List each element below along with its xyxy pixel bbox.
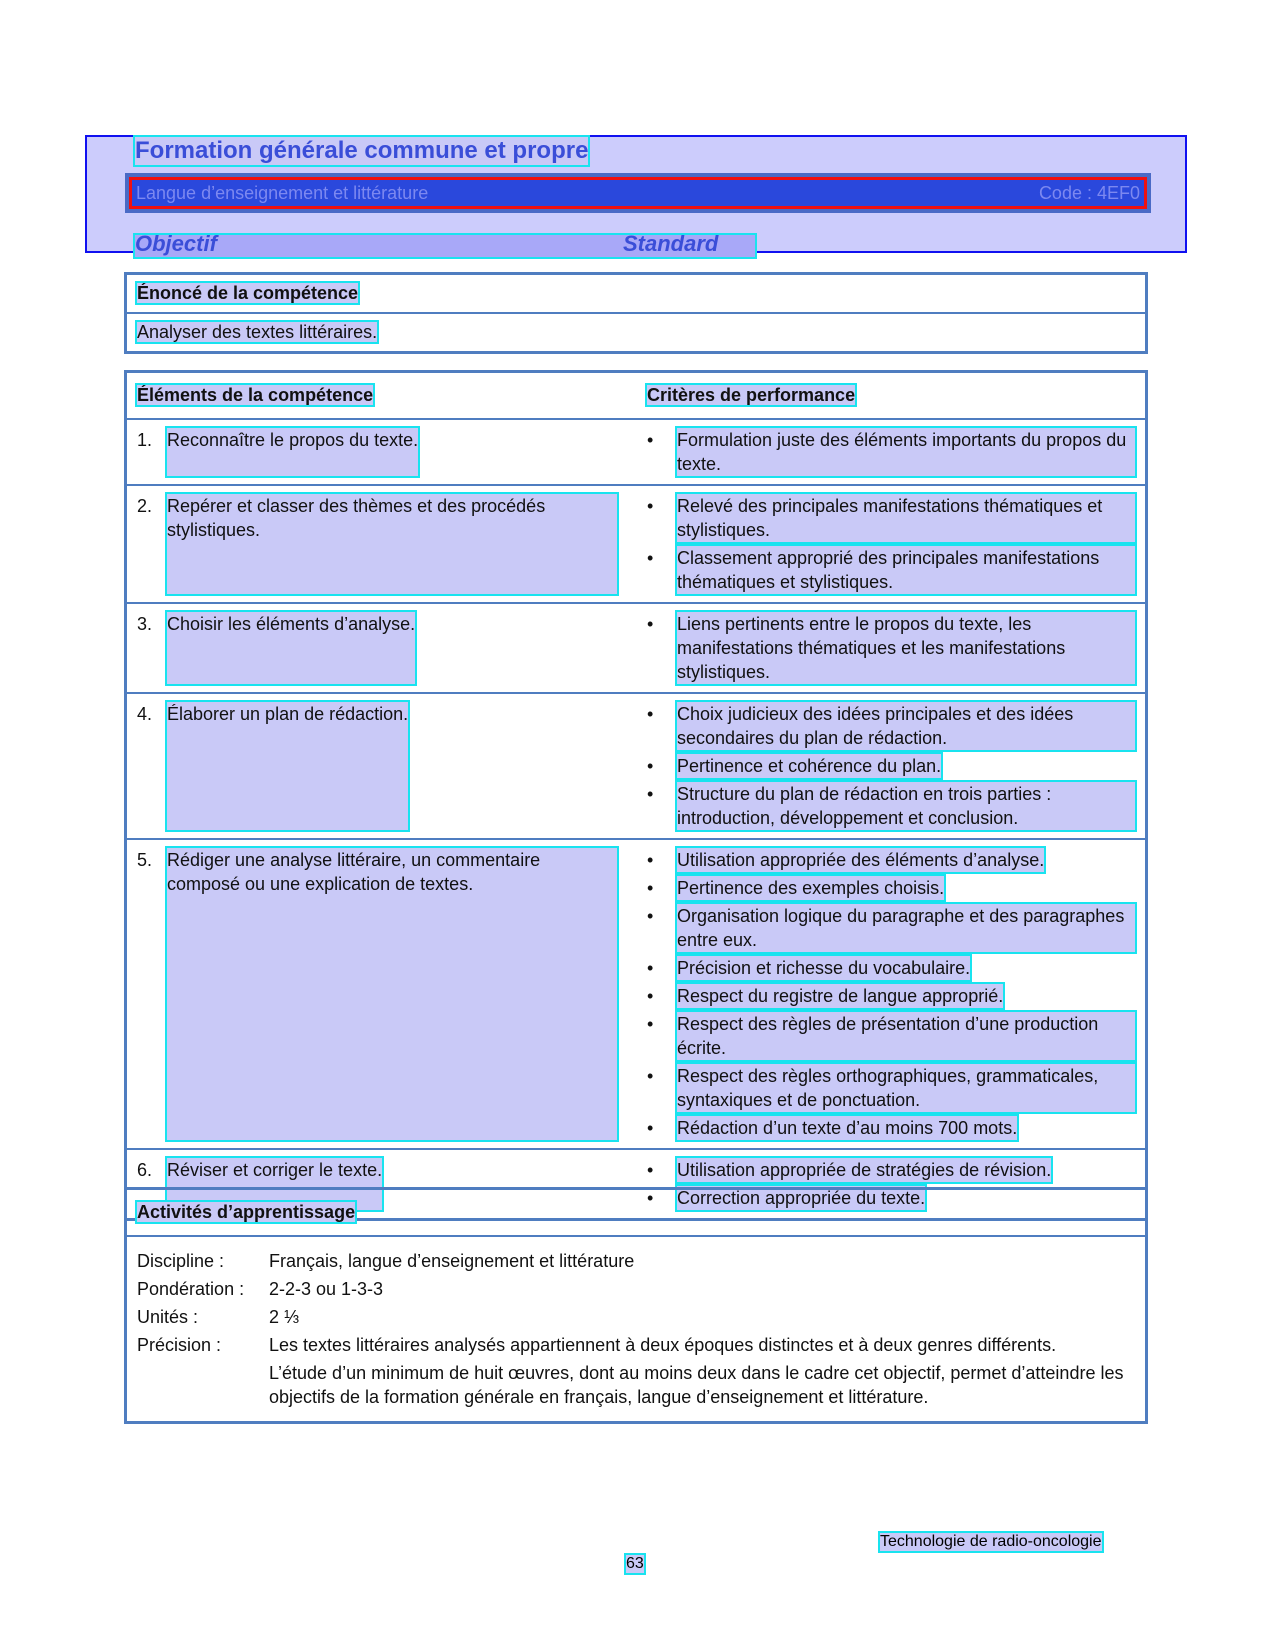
table-row xyxy=(127,692,1145,838)
criterion-item xyxy=(647,876,1135,900)
criterion-text-wrap xyxy=(677,1116,1017,1140)
element-number: 4. xyxy=(137,704,153,724)
criterion-text: Utilisation appropriée de stratégies de révision. xyxy=(677,1160,1052,1180)
discipline-name: Langue d’enseignement et littérature xyxy=(136,182,429,203)
program-name: Technologie de radio-oncologie xyxy=(880,1533,1102,1550)
activity-item xyxy=(137,1333,1135,1357)
bullet-icon: • xyxy=(647,1188,654,1208)
bullet-icon: • xyxy=(647,704,654,724)
criteria-cell xyxy=(647,702,1135,830)
enonce-heading: Énoncé de la compétence xyxy=(137,283,359,303)
criterion-text: Choix judicieux des idées principales et des idées secondaires du plan de rédaction. xyxy=(677,704,1074,748)
activity-value: L’étude d’un minimum de huit œuvres, dont au moins deux dans le cadre cet objectif, permet d’atteindre les objectifs de la formation générale en français, langue d’enseignement et littérature. xyxy=(269,1363,1124,1407)
criterion-text-wrap xyxy=(677,782,1135,830)
activity-value: Français, langue d’enseignement et littérature xyxy=(269,1251,635,1271)
element-number: 1. xyxy=(137,430,153,450)
element-number: 3. xyxy=(137,614,153,634)
course-code: Code : 4EF0 xyxy=(1038,182,1140,203)
bullet-icon: • xyxy=(647,850,654,870)
bullet-icon: • xyxy=(647,906,654,926)
criteria-heading: Critères de performance xyxy=(647,385,856,405)
criterion-text: Pertinence et cohérence du plan. xyxy=(677,756,942,776)
bullet-icon: • xyxy=(647,756,654,776)
bullet-icon: • xyxy=(647,1160,654,1180)
activity-item xyxy=(137,1361,1135,1409)
course-header xyxy=(85,135,1187,256)
criterion-item xyxy=(647,612,1135,684)
enonce-text: Analyser des textes littéraires. xyxy=(137,322,378,342)
activity-label: Discipline : xyxy=(137,1251,225,1271)
criterion-text: Respect du registre de langue approprié. xyxy=(677,986,1004,1006)
table-row xyxy=(127,838,1145,1148)
criterion-item xyxy=(647,904,1135,952)
element-number: 2. xyxy=(137,496,153,516)
criteria-cell xyxy=(647,428,1135,476)
criterion-text-wrap xyxy=(677,904,1135,952)
discipline-bar xyxy=(125,173,1151,213)
criterion-text: Classement approprié des principales manifestations thématiques et stylistiques. xyxy=(677,548,1100,592)
element-text: Repérer et classer des thèmes et des procédés stylistiques. xyxy=(167,494,617,594)
element-text: Choisir les éléments d’analyse. xyxy=(167,612,415,684)
element-cell xyxy=(137,494,647,594)
criterion-text-wrap xyxy=(677,494,1135,542)
criteria-cell xyxy=(647,848,1135,1140)
criterion-item xyxy=(647,1012,1135,1060)
activity-value: Les textes littéraires analysés appartiennent à deux époques distinctes et à deux genres différents. xyxy=(269,1335,1057,1355)
criterion-item xyxy=(647,1116,1135,1140)
criterion-text: Formulation juste des éléments importants du propos du texte. xyxy=(677,430,1127,474)
criterion-item xyxy=(647,984,1135,1008)
criterion-item xyxy=(647,702,1135,750)
enonce-box xyxy=(124,272,1148,354)
activity-item xyxy=(137,1305,1135,1329)
table-row xyxy=(127,602,1145,692)
criterion-item xyxy=(647,494,1135,542)
criterion-text-wrap xyxy=(677,876,944,900)
activity-label: Pondération : xyxy=(137,1279,245,1299)
criterion-item xyxy=(647,754,1135,778)
activity-item xyxy=(137,1277,1135,1301)
element-text: Reconnaître le propos du texte. xyxy=(167,428,418,476)
criterion-text-wrap xyxy=(677,956,970,980)
element-cell xyxy=(137,848,647,1140)
activity-item xyxy=(137,1249,1135,1273)
elements-table xyxy=(124,370,1148,1221)
element-cell xyxy=(137,428,647,476)
page-number: 63 xyxy=(626,1555,644,1572)
criterion-text-wrap xyxy=(677,1158,1051,1182)
activity-label: Unités : xyxy=(137,1307,199,1327)
criterion-text: Pertinence des exemples choisis. xyxy=(677,878,945,898)
criterion-text-wrap xyxy=(677,546,1135,594)
activity-label xyxy=(137,1361,269,1409)
bullet-icon: • xyxy=(647,1118,654,1138)
criterion-text: Liens pertinents entre le propos du texte, les manifestations thématiques et les manifestations stylistiques. xyxy=(677,614,1066,682)
element-text: Élaborer un plan de rédaction. xyxy=(167,702,408,830)
element-cell xyxy=(137,702,647,830)
bullet-icon: • xyxy=(647,614,654,634)
bullet-icon: • xyxy=(647,548,654,568)
criterion-item xyxy=(647,546,1135,594)
criterion-text: Relevé des principales manifestations thématiques et stylistiques. xyxy=(677,496,1103,540)
criteria-cell xyxy=(647,612,1135,684)
table-row xyxy=(127,484,1145,602)
bullet-icon: • xyxy=(647,986,654,1006)
criterion-text-wrap xyxy=(677,984,1003,1008)
element-number: 5. xyxy=(137,850,153,870)
criterion-text: Organisation logique du paragraphe et des paragraphes entre eux. xyxy=(677,906,1125,950)
element-text: Réviser et corriger le texte. xyxy=(167,1158,382,1210)
criterion-item xyxy=(647,956,1135,980)
activity-value: 2 ⅓ xyxy=(269,1307,300,1327)
bullet-icon: • xyxy=(647,1014,654,1034)
element-cell xyxy=(137,612,647,684)
bullet-icon: • xyxy=(647,784,654,804)
criterion-text-wrap xyxy=(677,1012,1135,1060)
criterion-item xyxy=(647,1158,1135,1182)
bullet-icon: • xyxy=(647,496,654,516)
criterion-text: Rédaction d’un texte d’au moins 700 mots. xyxy=(677,1118,1018,1138)
criterion-text: Correction appropriée du texte. xyxy=(677,1188,926,1208)
bullet-icon: • xyxy=(647,878,654,898)
table-row xyxy=(127,418,1145,484)
activity-label: Précision : xyxy=(137,1335,222,1355)
criterion-text: Précision et richesse du vocabulaire. xyxy=(677,958,971,978)
criterion-text-wrap xyxy=(677,702,1135,750)
objectif-label: Objectif xyxy=(135,231,217,256)
element-number: 6. xyxy=(137,1160,153,1180)
activites-body xyxy=(127,1235,1145,1421)
criterion-text: Utilisation appropriée des éléments d’analyse. xyxy=(677,850,1045,870)
criterion-text-wrap xyxy=(677,1064,1135,1112)
criterion-text-wrap xyxy=(677,428,1135,476)
element-text: Rédiger une analyse littéraire, un commentaire composé ou une explication de textes. xyxy=(167,848,617,1140)
bullet-icon: • xyxy=(647,958,654,978)
activites-box xyxy=(124,1187,1148,1424)
bullet-icon: • xyxy=(647,1066,654,1086)
objectif-standard-row xyxy=(135,231,755,257)
activity-value: 2-2-3 ou 1-3-3 xyxy=(269,1279,384,1299)
criterion-text-wrap xyxy=(677,754,941,778)
criterion-item xyxy=(647,428,1135,476)
elements-heading: Éléments de la compétence xyxy=(137,385,374,405)
course-title: Formation générale commune et propre xyxy=(135,137,589,164)
criterion-item xyxy=(647,782,1135,830)
standard-label: Standard xyxy=(623,231,719,256)
criteria-cell xyxy=(647,494,1135,594)
activites-heading: Activités d’apprentissage xyxy=(137,1202,356,1222)
criterion-text: Respect des règles orthographiques, grammaticales, syntaxiques et de ponctuation. xyxy=(677,1066,1099,1110)
criterion-text: Structure du plan de rédaction en trois parties : introduction, développement et conclusion. xyxy=(677,784,1052,828)
bullet-icon: • xyxy=(647,430,654,450)
criterion-item xyxy=(647,848,1135,872)
criterion-item xyxy=(647,1064,1135,1112)
criterion-text-wrap xyxy=(677,848,1044,872)
criterion-text: Respect des règles de présentation d’une production écrite. xyxy=(677,1014,1099,1058)
criterion-text-wrap xyxy=(677,612,1135,684)
